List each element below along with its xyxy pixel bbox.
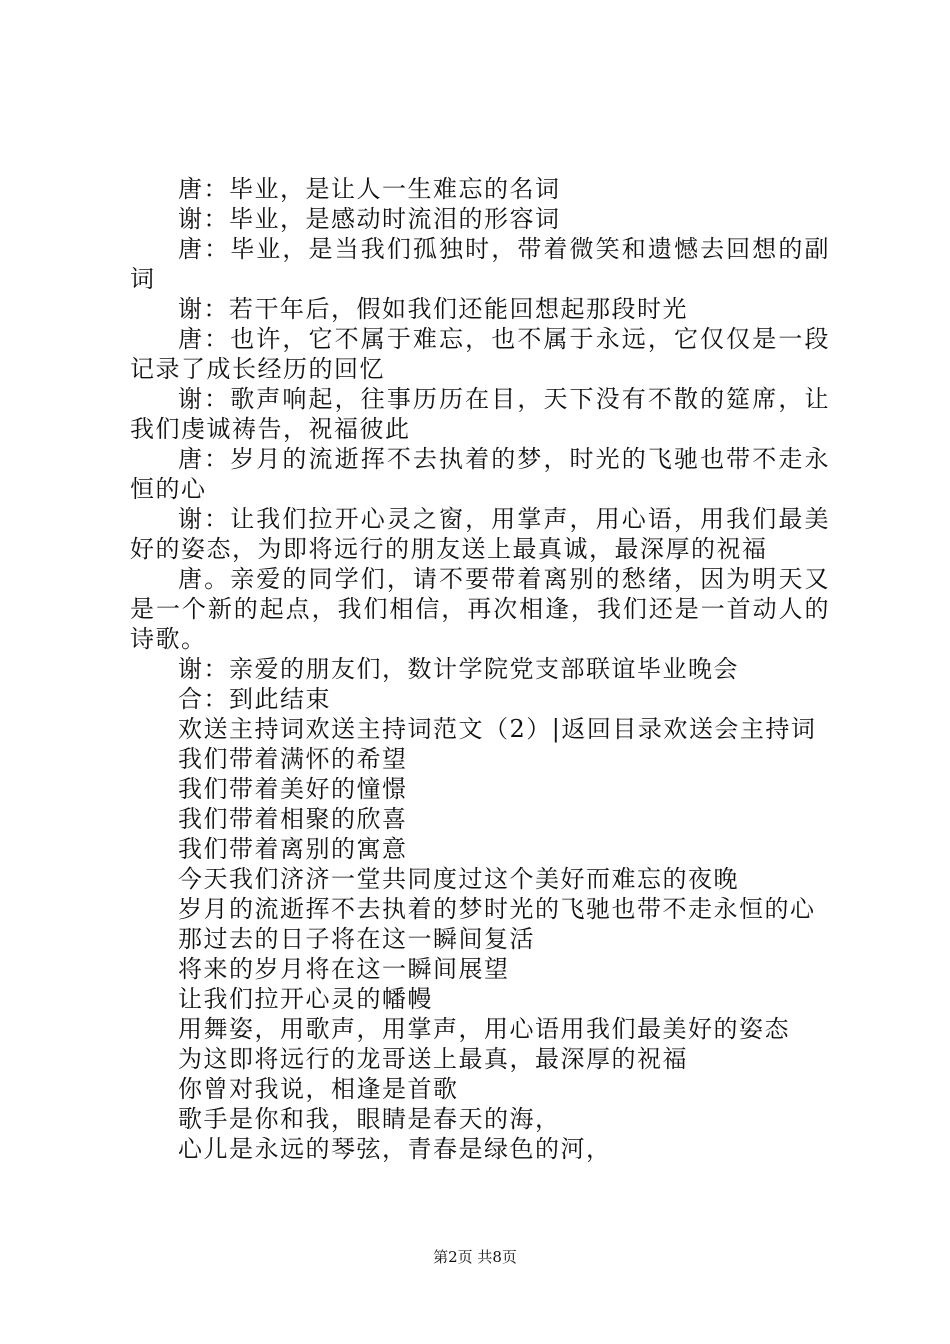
paragraph: 谢：亲爱的朋友们，数计学院党支部联谊毕业晚会 (178, 655, 739, 683)
section-heading-link[interactable]: 欢送主持词欢送主持词范文（2）|返回目录欢送会主持词 (178, 715, 817, 743)
paragraph: 谢：歌声响起，往事历历在目，天下没有不散的筵席，让我们虔诚祷告，祝福彼此 (130, 385, 830, 443)
paragraph: 为这即将远行的龙哥送上最真，最深厚的祝福 (178, 1045, 688, 1073)
paragraph: 今天我们济济一堂共同度过这个美好而难忘的夜晚 (178, 865, 739, 893)
paragraph: 让我们拉开心灵的幡幔 (178, 985, 433, 1013)
paragraph: 我们带着相聚的欣喜 (178, 805, 408, 833)
paragraph: 岁月的流逝挥不去执着的梦时光的飞驰也带不走永恒的心 (178, 895, 816, 923)
paragraph: 唐：也许，它不属于难忘，也不属于永远，它仅仅是一段记录了成长经历的回忆 (130, 325, 830, 383)
paragraph: 合：到此结束 (178, 685, 331, 713)
paragraph: 唐：岁月的流逝挥不去执着的梦，时光的飞驰也带不走永恒的心 (130, 445, 830, 503)
paragraph: 谢：若干年后，假如我们还能回想起那段时光 (178, 295, 688, 323)
paragraph: 唐：毕业，是让人一生难忘的名词 (178, 175, 561, 203)
page-number-footer: 第2页 共8页 (433, 1248, 517, 1266)
paragraph: 那过去的日子将在这一瞬间复活 (178, 925, 535, 953)
document-body (130, 174, 830, 1164)
paragraph: 唐。亲爱的同学们，请不要带着离别的愁绪，因为明天又是一个新的起点，我们相信，再次相逢，我们还是一首动人的诗歌。 (130, 565, 830, 653)
paragraph: 心儿是永远的琴弦，青春是绿色的河， (178, 1135, 612, 1163)
paragraph: 唐：毕业，是当我们孤独时，带着微笑和遗憾去回想的副词 (130, 235, 830, 293)
paragraph: 我们带着满怀的希望 (178, 745, 408, 773)
paragraph: 我们带着美好的憧憬 (178, 775, 408, 803)
paragraph: 你曾对我说，相逢是首歌 (178, 1075, 459, 1103)
paragraph: 用舞姿，用歌声，用掌声，用心语用我们最美好的姿态 (178, 1015, 790, 1043)
paragraph: 歌手是你和我，眼睛是春天的海， (178, 1105, 561, 1133)
paragraph: 谢：毕业，是感动时流泪的形容词 (178, 205, 561, 233)
paragraph: 将来的岁月将在这一瞬间展望 (178, 955, 510, 983)
paragraph: 我们带着离别的寓意 (178, 835, 408, 863)
paragraph: 谢：让我们拉开心灵之窗，用掌声，用心语，用我们最美好的姿态，为即将远行的朋友送上最真诚，最深厚的祝福 (130, 505, 830, 563)
